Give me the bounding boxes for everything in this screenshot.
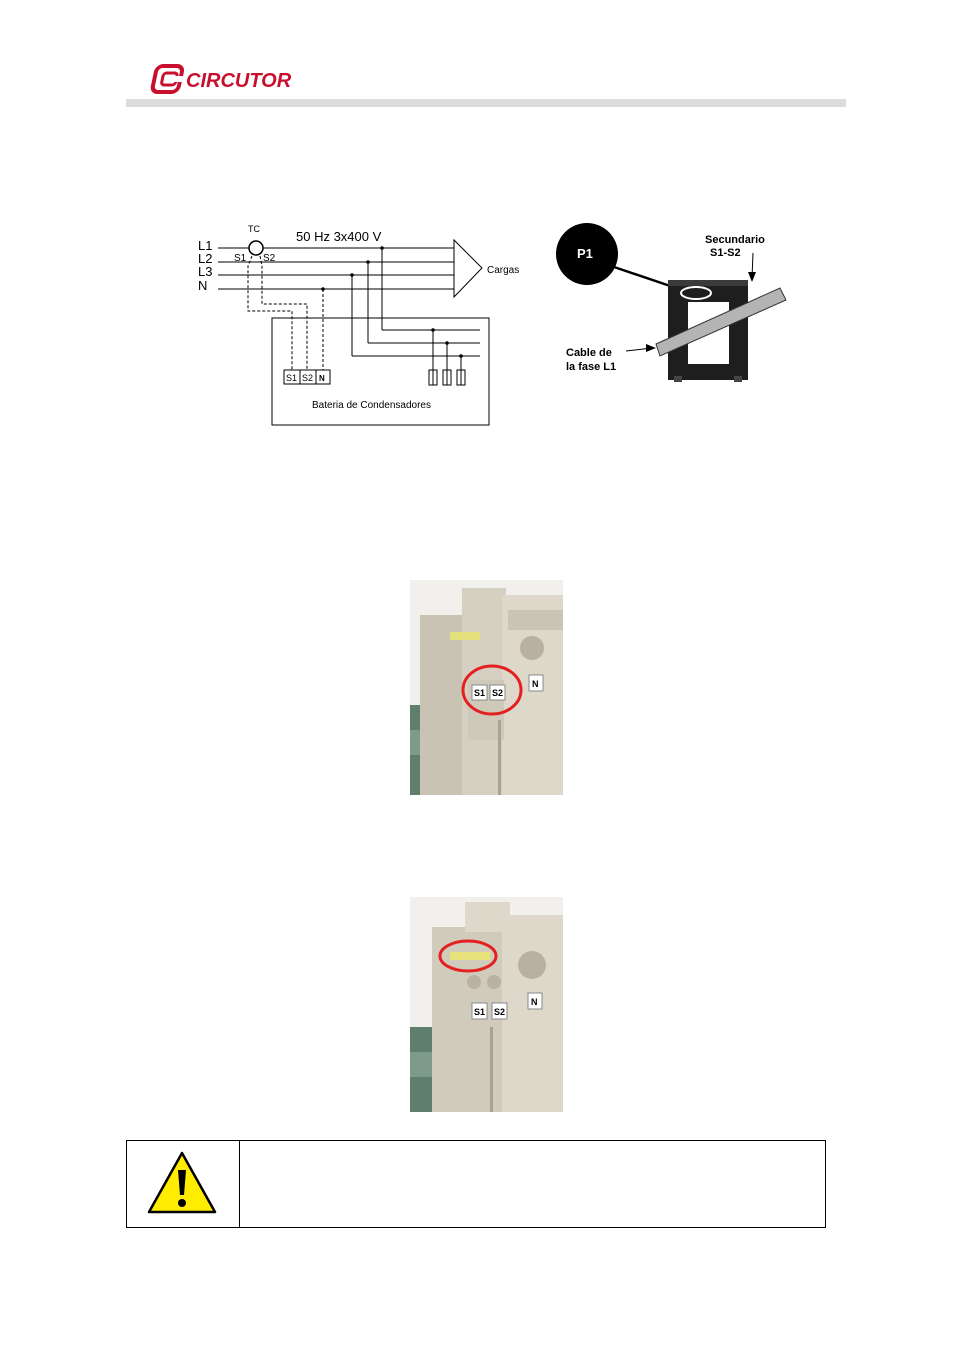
ct-terminal-s2: S2: [263, 253, 276, 264]
terminal-block-photo-2: [410, 897, 563, 1112]
photo1-label-n: N: [532, 679, 539, 689]
supply-label: 50 Hz 3x400 V: [296, 229, 382, 244]
line-label-n: N: [198, 278, 208, 293]
terminal-s2: S2: [302, 373, 314, 383]
ct-terminal-s1: S1: [234, 253, 247, 264]
primary-label: P1: [577, 246, 593, 261]
circutor-logo: [148, 62, 318, 98]
line-label-l3: L3: [198, 264, 213, 279]
line-label-l2: L2: [198, 251, 213, 266]
cable-label-1: Cable de: [566, 347, 612, 359]
loads-label: Cargas: [487, 265, 520, 276]
terminal-block-photo-1: [410, 580, 563, 795]
ct-label: TC: [248, 224, 260, 234]
warning-icon-cell: [127, 1141, 240, 1227]
photo1-label-s1: S1: [474, 688, 486, 698]
secondary-label-1: Secundario: [705, 234, 765, 246]
wiring-diagram: [192, 220, 532, 432]
photo2-label-s1: S1: [474, 1007, 486, 1017]
warning-box: [126, 1140, 826, 1228]
photo1-label-s2: S2: [492, 688, 504, 698]
photo2-label-s2: S2: [494, 1007, 506, 1017]
warning-icon: [146, 1150, 218, 1216]
header-rule: [126, 99, 846, 107]
photo2-label-n: N: [531, 997, 538, 1007]
warning-text: [240, 1141, 825, 1227]
cable-label-2: la fase L1: [566, 361, 617, 373]
box-label: Bateria de Condensadores: [312, 400, 431, 411]
secondary-label-2: S1-S2: [710, 247, 741, 259]
terminal-s1: S1: [286, 373, 298, 383]
line-label-l1: L1: [198, 238, 213, 253]
logo-text: CIRCUTOR: [186, 70, 292, 92]
terminal-n: N: [319, 374, 325, 383]
ct-installation-figure: [548, 220, 818, 390]
